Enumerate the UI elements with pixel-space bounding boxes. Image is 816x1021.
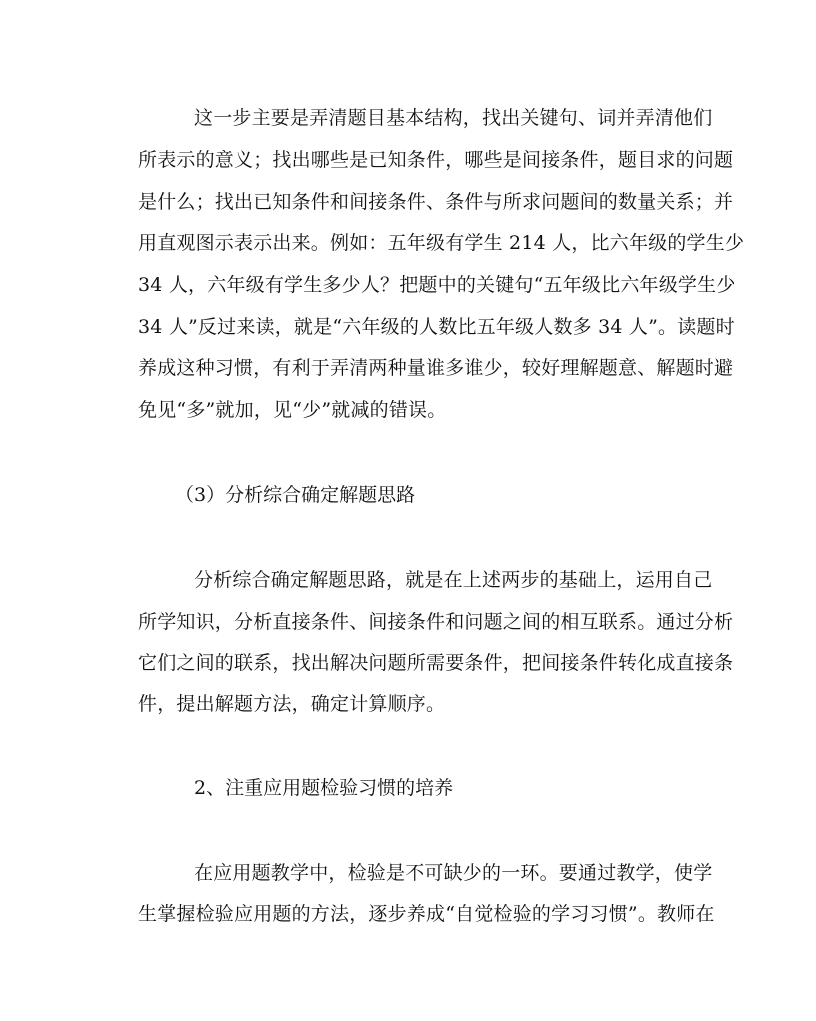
- paragraph-line: 免见“多”就加，见“少”就减的错误。: [138, 399, 447, 421]
- paragraph-line: 用直观图示表示出来。例如：五年级有学生 214 人，比六年级的学生少: [138, 232, 745, 254]
- paragraph-line: 分析综合确定解题思路，就是在上述两步的基础上，运用自己: [194, 569, 713, 591]
- paragraph-line: 所表示的意义；找出哪些是已知条件，哪些是间接条件，题目求的问题: [138, 149, 734, 171]
- paragraph-line: 它们之间的联系，找出解决问题所需要条件，把间接条件转化成直接条: [138, 652, 734, 674]
- paragraph-line: 件，提出解题方法，确定计算顺序。: [138, 693, 446, 715]
- section-heading: （3）分析综合确定解题思路: [175, 484, 416, 506]
- paragraph-line: 34 人”反过来读，就是“六年级的人数比五年级人数多 34 人”。读题时: [138, 316, 735, 338]
- paragraph-line: 34 人，六年级有学生多少人？把题中的关键句“五年级比六年级学生少: [138, 274, 736, 296]
- paragraph-line: 这一步主要是弄清题目基本结构，找出关键句、词并弄清他们: [194, 107, 713, 129]
- paragraph-line: 养成这种习惯，有利于弄清两种量谁多谁少，较好理解题意、解题时避: [138, 357, 734, 379]
- section-heading: 2、注重应用题检验习惯的培养: [194, 777, 454, 799]
- paragraph-line: 是什么；找出已知条件和间接条件、条件与所求问题间的数量关系；并: [138, 191, 734, 213]
- paragraph-line: 所学知识，分析直接条件、间接条件和问题之间的相互联系。通过分析: [138, 611, 734, 633]
- paragraph-line: 生掌握检验应用题的方法，逐步养成“自觉检验的学习习惯”。教师在: [138, 903, 715, 925]
- paragraph-line: 在应用题教学中，检验是不可缺少的一环。要通过教学，使学: [194, 862, 713, 884]
